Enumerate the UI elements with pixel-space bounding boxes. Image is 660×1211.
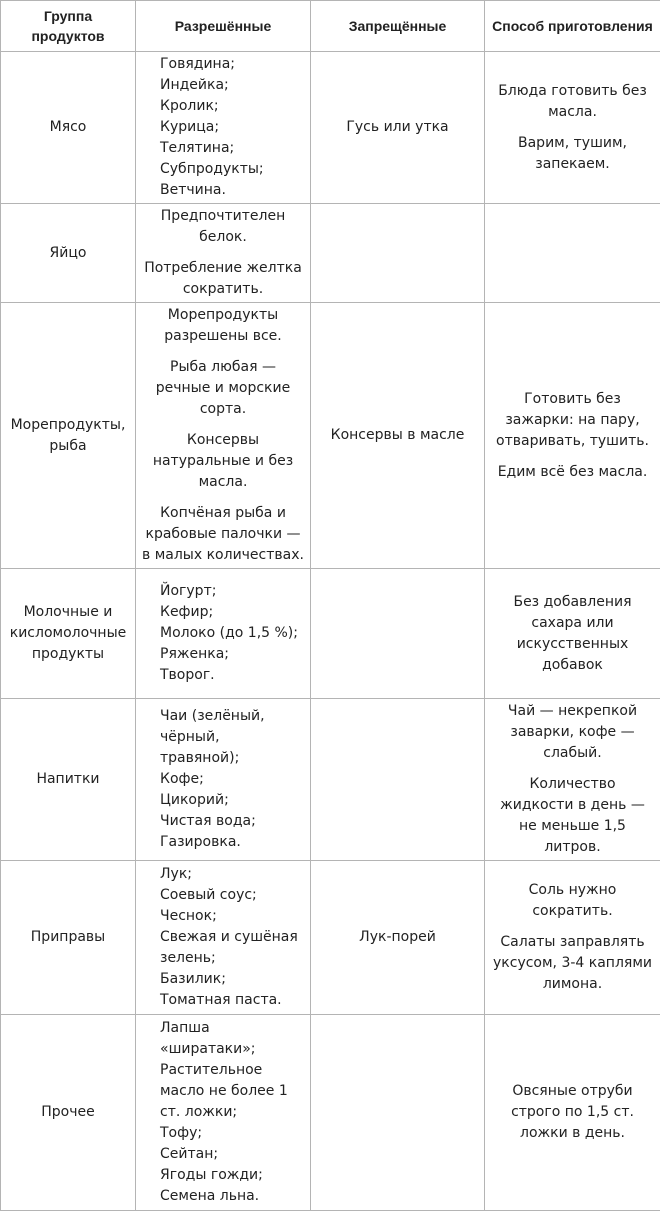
list-item: Кофе;: [160, 769, 302, 790]
table-row: [1, 699, 660, 861]
method-cell: [485, 303, 660, 569]
header-method: Способ приготовления: [485, 1, 660, 52]
list-item: Тофу;: [160, 1123, 302, 1144]
table-row: [1, 303, 660, 569]
paragraph: Готовить без зажарки: на пару, отваривать, тушить.: [491, 389, 654, 452]
group-cell: Мясо: [1, 52, 136, 204]
list-item: Лук;: [160, 864, 302, 885]
paragraph: Без добавления сахара или искусственных добавок: [491, 592, 654, 676]
list-item: Кролик;: [160, 96, 302, 117]
paragraph: Чай — некрепкой заварки, кофе — слабый.: [491, 701, 654, 764]
group-cell: Молочные и кисломолочные продукты: [1, 569, 136, 699]
table-row: [1, 569, 660, 699]
paragraph: Едим всё без масла.: [491, 462, 654, 483]
list-item: Семена льна.: [160, 1186, 302, 1207]
list-item: Ряженка;: [160, 644, 302, 665]
paragraph: Потребление желтка сократить.: [142, 258, 304, 300]
forbidden-cell: [311, 52, 485, 204]
forbidden-cell: [311, 204, 485, 303]
list-item: Субпродукты;: [160, 159, 302, 180]
list-item: Телятина;: [160, 138, 302, 159]
method-cell: [485, 52, 660, 204]
list-item: Кефир;: [160, 602, 302, 623]
paragraph: Консервы натуральные и без масла.: [142, 430, 304, 493]
list-item: Чистая вода;: [160, 811, 302, 832]
group-cell: Напитки: [1, 699, 136, 861]
paragraph: Салаты заправлять уксусом, 3-4 каплями лимона.: [491, 932, 654, 995]
list-item: Индейка;: [160, 75, 302, 96]
allowed-cell: [136, 1015, 311, 1211]
group-cell: Приправы: [1, 861, 136, 1015]
list-item: Йогурт;: [160, 581, 302, 602]
paragraph: Соль нужно сократить.: [491, 880, 654, 922]
allowed-cell: [136, 861, 311, 1015]
list-item: Сейтан;: [160, 1144, 302, 1165]
table-row: [1, 52, 660, 204]
forbidden-cell: [311, 303, 485, 569]
list-item: Лук-порей: [317, 927, 478, 948]
method-cell: [485, 699, 660, 861]
forbidden-cell: [311, 699, 485, 861]
allowed-cell: [136, 569, 311, 699]
header-row: [1, 1, 660, 52]
list-item: Свежая и сушёная зелень;: [160, 927, 302, 969]
paragraph: Количество жидкости в день — не меньше 1,5 литров.: [491, 774, 654, 858]
list-item: Чеснок;: [160, 906, 302, 927]
list-item: Консервы в масле: [317, 425, 478, 446]
method-cell: [485, 1015, 660, 1211]
list-item: Курица;: [160, 117, 302, 138]
header-forbidden: Запрещённые: [311, 1, 485, 52]
list-item: Гусь или утка: [317, 117, 478, 138]
table-row: [1, 204, 660, 303]
group-cell: Морепродукты, рыба: [1, 303, 136, 569]
list-item: Ветчина.: [160, 180, 302, 201]
paragraph: Предпочтителен белок.: [142, 206, 304, 248]
paragraph: Варим, тушим, запекаем.: [491, 133, 654, 175]
header-allowed: Разрешённые: [136, 1, 311, 52]
table-row: [1, 861, 660, 1015]
table-row: [1, 1015, 660, 1211]
list-item: Говядина;: [160, 54, 302, 75]
list-item: Ягоды гожди;: [160, 1165, 302, 1186]
list-item: Растительное масло не более 1 ст. ложки;: [160, 1060, 302, 1123]
group-cell: Яйцо: [1, 204, 136, 303]
paragraph: Морепродукты разрешены все.: [142, 305, 304, 347]
list-item: Газировка.: [160, 832, 302, 853]
forbidden-cell: [311, 569, 485, 699]
header-group: Группа продуктов: [1, 1, 136, 52]
list-item: Чаи (зелёный, чёрный, травяной);: [160, 706, 302, 769]
paragraph: Копчёная рыба и крабовые палочки — в малых количествах.: [142, 503, 304, 566]
group-cell: Прочее: [1, 1015, 136, 1211]
list-item: Лапша «ширатаки»;: [160, 1018, 302, 1060]
list-item: Базилик;: [160, 969, 302, 990]
list-item: Томатная паста.: [160, 990, 302, 1011]
forbidden-cell: [311, 861, 485, 1015]
allowed-cell: [136, 699, 311, 861]
method-cell: [485, 204, 660, 303]
allowed-cell: [136, 303, 311, 569]
method-cell: [485, 861, 660, 1015]
list-item: Соевый соус;: [160, 885, 302, 906]
paragraph: Овсяные отруби строго по 1,5 ст. ложки в день.: [491, 1081, 654, 1144]
paragraph: Рыба любая — речные и морские сорта.: [142, 357, 304, 420]
forbidden-cell: [311, 1015, 485, 1211]
allowed-cell: [136, 52, 311, 204]
list-item: Цикорий;: [160, 790, 302, 811]
method-cell: [485, 569, 660, 699]
list-item: Творог.: [160, 665, 302, 686]
list-item: Молоко (до 1,5 %);: [160, 623, 302, 644]
allowed-cell: [136, 204, 311, 303]
paragraph: Блюда готовить без масла.: [491, 81, 654, 123]
